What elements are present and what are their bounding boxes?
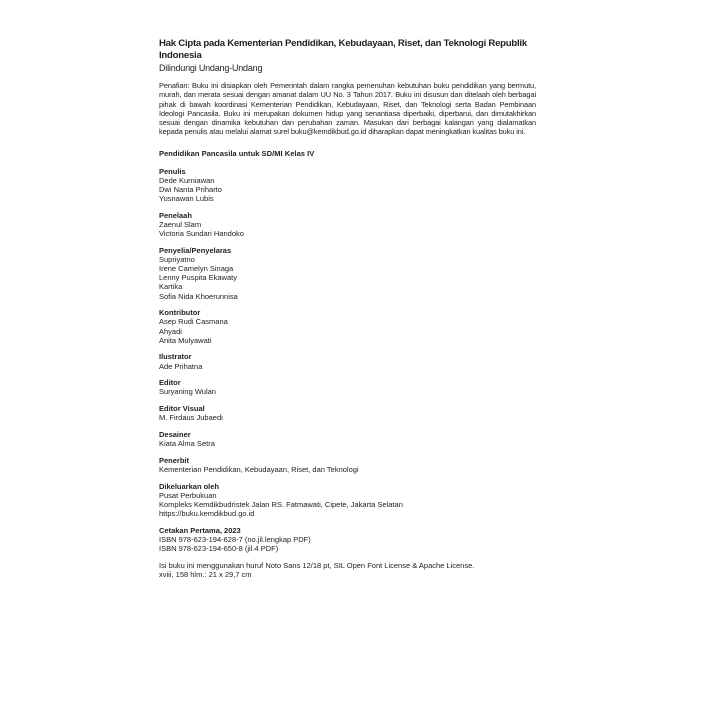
copyright-page [159, 38, 536, 579]
section-line: Lenny Puspita Ekawaty [159, 273, 237, 283]
section-line: Kartika [159, 282, 183, 292]
section-line: Asep Rudi Casmana [159, 317, 228, 327]
section-heading: Penerbit [159, 455, 190, 465]
section-line: Suryaning Wulan [159, 387, 216, 397]
section-heading: Penelaah [159, 211, 192, 221]
credits-section [159, 430, 536, 448]
copyright-title: Hak Cipta pada Kementerian Pendidikan, Kebudayaan, Riset, dan Teknologi Republik Indonesia [159, 38, 527, 61]
section-heading: Kontributor [159, 308, 201, 318]
section-line: Dede Kurniawan [159, 176, 215, 186]
footer-line: xviii, 158 hlm.: 21 x 29,7 cm [159, 570, 252, 580]
section-line: Kiata Alma Setra [159, 439, 215, 449]
section-line: Pusat Perbukuan [159, 490, 217, 500]
credits-section [159, 404, 536, 422]
section-line: Victoria Sundari Handoko [159, 229, 244, 239]
section-line: ISBN 978-623-194-628-7 (no.jil.lengkap PDF) [159, 534, 311, 544]
credits-section [159, 211, 536, 238]
section-heading: Dikeluarkan oleh [159, 481, 220, 491]
section-line: Dwi Nanta Priharto [159, 185, 222, 195]
section-line: Kompleks Kemdikbudristek Jalan RS. Fatmawati, Cipete, Jakarta Selatan [159, 499, 403, 509]
copyright-subtitle: Dilindungi Undang-Undang [159, 63, 263, 73]
section-heading: Ilustrator [159, 352, 192, 362]
section-heading: Penyelia/Penyelaras [159, 246, 232, 256]
book-title: Pendidikan Pancasila untuk SD/MI Kelas IV [159, 148, 315, 158]
section-heading: Editor [159, 378, 181, 388]
section-heading: Editor Visual [159, 404, 205, 414]
section-heading: Desainer [159, 430, 191, 440]
credits-section [159, 526, 536, 553]
credits-section [159, 167, 536, 203]
section-line: Ahyadi [159, 326, 182, 336]
credits-section [159, 456, 536, 474]
footer-line: Isi buku ini menggunakan huruf Noto Sans 12/18 pt, SIL Open Font License & Apache License. [159, 560, 475, 570]
section-line: M. Firdaus Jubaedi [159, 413, 223, 423]
section-line: Kementerian Pendidikan, Kebudayaan, Riset, dan Teknologi [159, 465, 359, 475]
credits-section [159, 352, 536, 370]
credits-section [159, 482, 536, 518]
credits-section [159, 246, 536, 301]
section-line: https://buku.kemdikbud.go.id [159, 509, 255, 519]
credits-list [159, 167, 536, 553]
section-line: Supriyatno [159, 255, 195, 265]
section-line: Zaenul Slam [159, 220, 202, 230]
book-specs [159, 561, 536, 580]
section-line: Anita Mulyawati [159, 335, 212, 345]
section-heading: Penulis [159, 167, 186, 177]
disclaimer-paragraph: Penafian: Buku ini disiapkan oleh Pemerintah dalam rangka pemenuhan kebutuhan buku pendidikan yang bermutu, murah, dan merata sesuai dengan amanat dalam UU No. 3 Tahun 2017. Buku ini disusun dan ditelaah oleh berbagai pihak di bawah koordinasi Kementerian Pendidikan, Kebudayaan, Riset, dan Teknologi serta Badan Pembinaan Ideologi Pancasila. Buku ini merupakan dokumen hidup yang senantiasa diperbaiki, diperbarui, dan dimutakhirkan sesuai dengan dinamika kebutuhan dan perubahan zaman. Masukan dari berbagai kalangan yang dialamatkan kepada penulis atau melalui alamat surel buku@kemdikbud.go.id diharapkan dapat meningkatkan kualitas buku ini. [159, 81, 536, 137]
credits-section [159, 378, 536, 396]
section-line: Ade Prihatna [159, 361, 203, 371]
credits-section [159, 308, 536, 344]
section-line: Yusnawan Lubis [159, 194, 214, 204]
section-line: ISBN 978-623-194-650-8 (jil.4 PDF) [159, 544, 279, 554]
section-line: Sofia Nida Khoerunnisa [159, 291, 238, 301]
section-heading: Cetakan Pertama, 2023 [159, 525, 241, 535]
section-line: Irene Camelyn Sinaga [159, 264, 234, 274]
